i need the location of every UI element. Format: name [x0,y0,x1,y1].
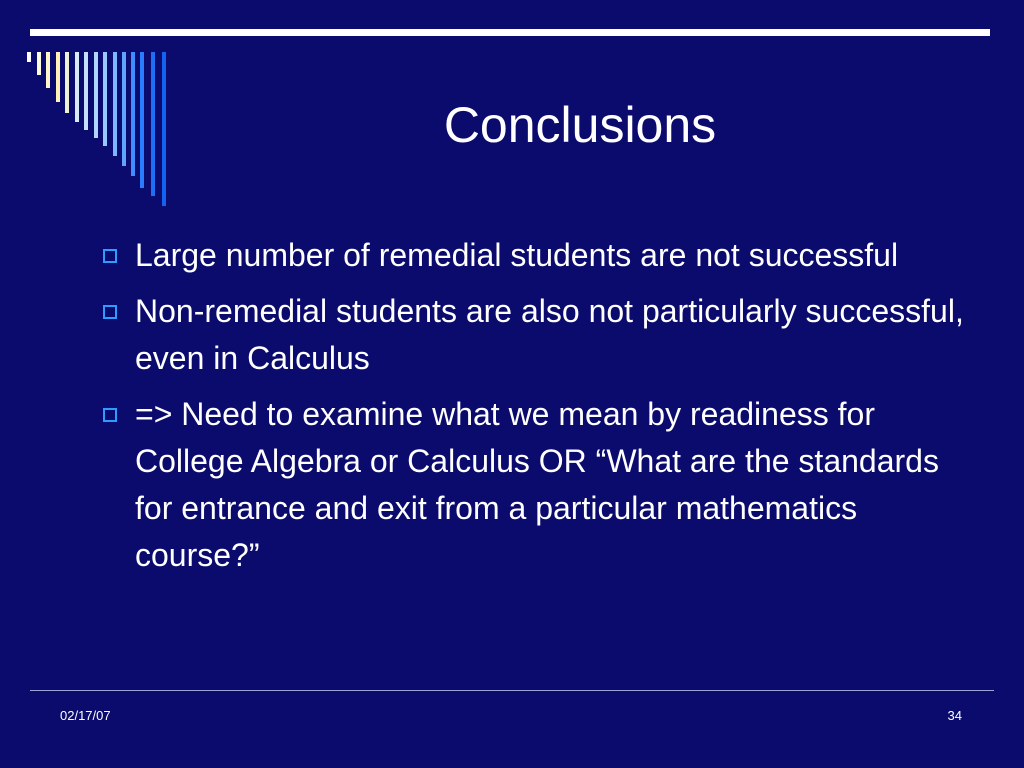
bullet-text-2: Non-remedial students are also not particularly successful, even in Calculus [135,293,964,376]
slide-number: 34 [947,708,962,723]
decorative-stripe [46,52,50,88]
decorative-stripes [0,0,200,220]
decorative-stripe [65,52,69,113]
decorative-stripe [84,52,88,130]
footer-date: 02/17/07 [60,708,111,723]
decorative-stripe [162,52,166,206]
hollow-square-bullet-icon [103,249,117,263]
hollow-square-bullet-icon [103,305,117,319]
bullet-item-2 [100,288,980,382]
bullet-list [100,232,980,588]
bullet-item-1 [100,232,980,279]
bottom-divider-line [30,690,994,691]
decorative-stripe [103,52,107,146]
bullet-item-3 [100,391,980,579]
decorative-stripe [27,52,31,62]
bullet-text-3: => Need to examine what we mean by readiness for College Algebra or Calculus OR “What are the standards for entrance and exit from a particular mathematics course?” [135,396,939,573]
decorative-stripe [151,52,155,196]
decorative-stripe [122,52,126,166]
hollow-square-bullet-icon [103,408,117,422]
decorative-stripe [37,52,41,75]
decorative-stripe [140,52,144,188]
decorative-stripe [131,52,135,176]
decorative-stripe [56,52,60,102]
decorative-stripe [75,52,79,122]
decorative-stripe [94,52,98,138]
decorative-stripe [113,52,117,156]
bullet-text-1: Large number of remedial students are not successful [135,237,899,273]
slide-title: Conclusions [443,97,717,153]
